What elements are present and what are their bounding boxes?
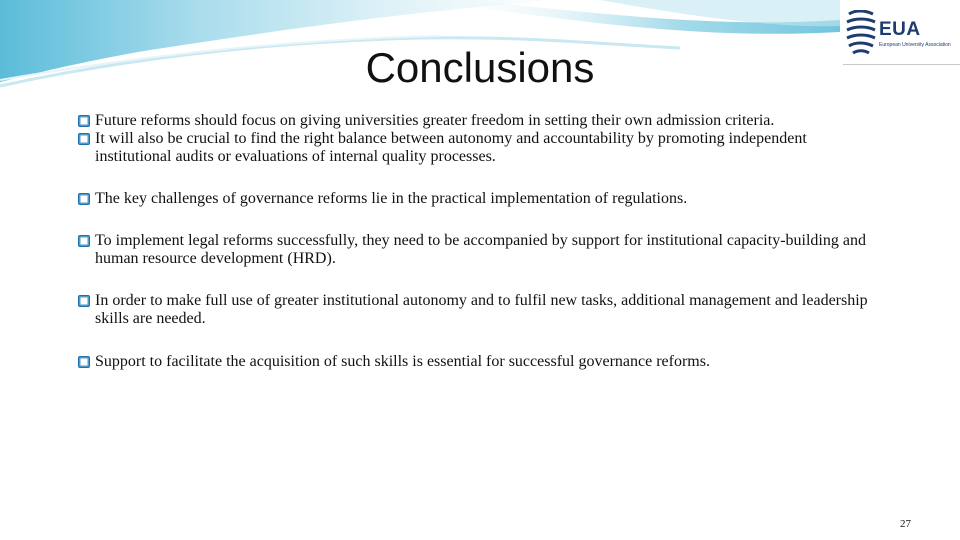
logo-name: EUA <box>879 19 921 40</box>
logo-divider <box>843 64 960 65</box>
logo-subtitle: European University Association <box>879 42 951 48</box>
eua-logo-icon <box>845 10 877 56</box>
bullet-text: Support to facilitate the acquisition of such skills is essential for successful governance reforms. <box>95 353 710 370</box>
bullet-item <box>78 353 878 371</box>
checkbox-bullet-icon <box>78 115 90 127</box>
bullet-item <box>78 130 878 166</box>
checkbox-bullet-icon <box>78 356 90 368</box>
bullet-item <box>78 112 878 130</box>
bullet-text: The key challenges of governance reforms lie in the practical implementation of regulations. <box>95 190 688 207</box>
bullet-text: In order to make full use of greater institutional autonomy and to fulfil new tasks, additional management and leadership skills are needed. <box>95 292 868 327</box>
page-number: 27 <box>900 518 911 530</box>
checkbox-bullet-icon <box>78 295 90 307</box>
checkbox-bullet-icon <box>78 193 90 205</box>
bullet-item <box>78 232 878 268</box>
bullet-text: To implement legal reforms successfully, they need to be accompanied by support for institutional capacity-building and human resource development (HRD). <box>95 232 866 267</box>
slide-title: Conclusions <box>365 44 595 91</box>
checkbox-bullet-icon <box>78 133 90 145</box>
eua-logo <box>843 4 960 64</box>
bullet-item <box>78 190 878 208</box>
bullet-list <box>78 112 878 371</box>
checkbox-bullet-icon <box>78 235 90 247</box>
bullet-text: Future reforms should focus on giving universities greater freedom in setting their own admission criteria. <box>95 112 775 129</box>
bullet-text: It will also be crucial to find the right balance between autonomy and accountability by promoting independent institutional audits or evaluations of internal quality processes. <box>95 130 807 165</box>
bullet-item <box>78 292 878 328</box>
